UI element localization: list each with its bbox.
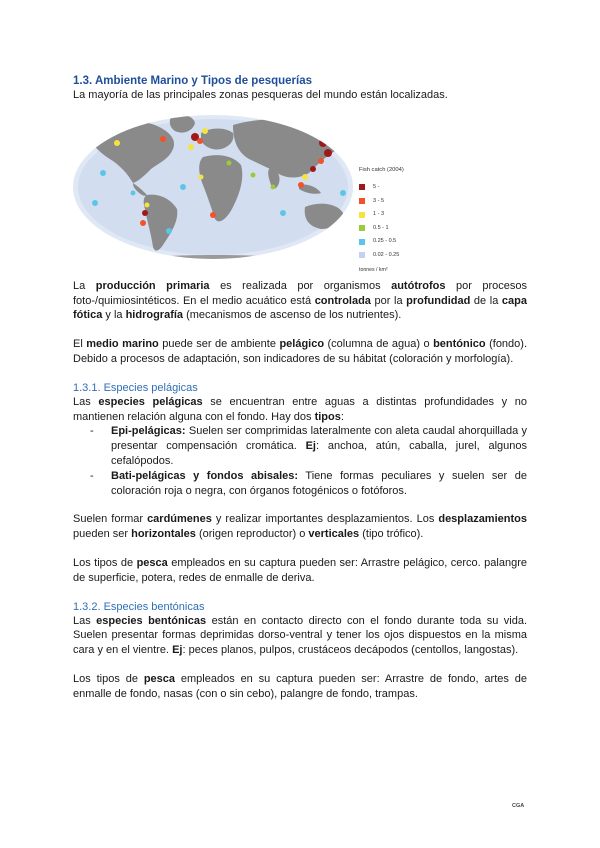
- legend-label: 0.25 - 0.5: [373, 238, 397, 245]
- legend-swatch: [359, 212, 365, 218]
- legend-swatch: [359, 184, 365, 190]
- schools-paragraph: Suelen formar cardúmenes y realizar importantes desplazamientos. Los desplazamientos pueden ser horizontales (origen reproductor) o verticales (tipo trófico).: [73, 513, 527, 541]
- legend-swatch: [359, 252, 365, 258]
- legend-title: Fish catch (2004): [359, 166, 404, 173]
- world-map-image: [73, 103, 527, 271]
- pelagic-paragraph: Las especies pelágicas se encuentran entre aguas a distintas profundidades y no mantienen relación alguna con el fondo. Hay dos tipos:: [73, 395, 527, 423]
- list-item: - Bati-pelágicas y fondos abisales: Tiene formas peculiares y suelen ser de coloración roja o negra, con órganos fotogénicos o fotóforos.: [90, 469, 527, 497]
- marine-environment-paragraph: El medio marino puede ser de ambiente pelágico (columna de agua) o bentónico (fondo). Debido a procesos de adaptación, son indicadores de su hábitat (coloración y morfología).: [73, 338, 528, 365]
- pelagic-fishing-paragraph: Los tipos de pesca empleados en su captura pueden ser: Arrastre pelágico, cerco. palangre de superficie, potera, redes de enmalle de deriva.: [73, 556, 527, 584]
- legend-row: [359, 208, 404, 222]
- section-title: 1.3. Ambiente Marino y Tipos de pesquerías: [73, 75, 313, 87]
- legend-row: [359, 221, 404, 235]
- legend-swatch: [359, 225, 365, 231]
- legend-label: 5 -: [373, 184, 380, 190]
- legend-row: [359, 194, 404, 208]
- legend-swatch: [359, 198, 365, 204]
- intro-paragraph: La mayoría de las principales zonas pesqueras del mundo están localizadas.: [73, 89, 448, 101]
- primary-production-paragraph: La producción primaria es realizada por organismos autótrofos por procesos foto-/quimiosintéticos. En el medio acuático está controlada por la profundidad de la capa fótica y la hidrografía (mecanismos de ascenso de los nutrientes).: [73, 279, 528, 322]
- legend-unit: tonnes / km²: [359, 267, 388, 274]
- legend-label: 0.5 - 1: [373, 224, 389, 231]
- subsection-title-pelagic: 1.3.1. Especies pelágicas: [73, 381, 198, 394]
- legend-row: [359, 249, 404, 263]
- pelagic-types-list: [73, 424, 527, 498]
- fish-catch-map-figure: [73, 103, 527, 274]
- list-item: - Epi-pelágicas: Suelen ser comprimidas lateralmente con aleta caudal ahorquillada y presentar compensación cromática. Ej: anchoa, atún, caballa, jurel, algunos cefalópodos.: [90, 425, 527, 467]
- legend-label: 0.02 - 0.25: [373, 251, 400, 258]
- legend-row: [359, 181, 404, 195]
- benthic-paragraph: Las especies bentónicas están en contacto directo con el fondo durante toda su vida. Suelen presentar formas deprimidas dorso-ventral y tener los ojos dispuestos en la misma cara y en el vientre. Ej: peces planos, pulpos, crustáceos decápodos (centollos, langostas).: [73, 614, 527, 657]
- legend-label: 3 - 5: [373, 197, 385, 204]
- subsection-title-benthic: 1.3.2. Especies bentónicas: [73, 600, 205, 613]
- benthic-fishing-paragraph: Los tipos de pesca empleados en su captura pueden ser: Arrastre de fondo, artes de enmalle de fondo, nasas (con o sin cebo), palangre de fondo, trampas.: [73, 672, 527, 700]
- legend-swatch: [359, 239, 365, 245]
- legend-label: 1 - 3: [373, 211, 385, 218]
- legend-row: [359, 235, 404, 249]
- map-legend: [359, 163, 404, 278]
- footer-initials: CGA: [512, 803, 525, 809]
- content-column: [73, 74, 527, 702]
